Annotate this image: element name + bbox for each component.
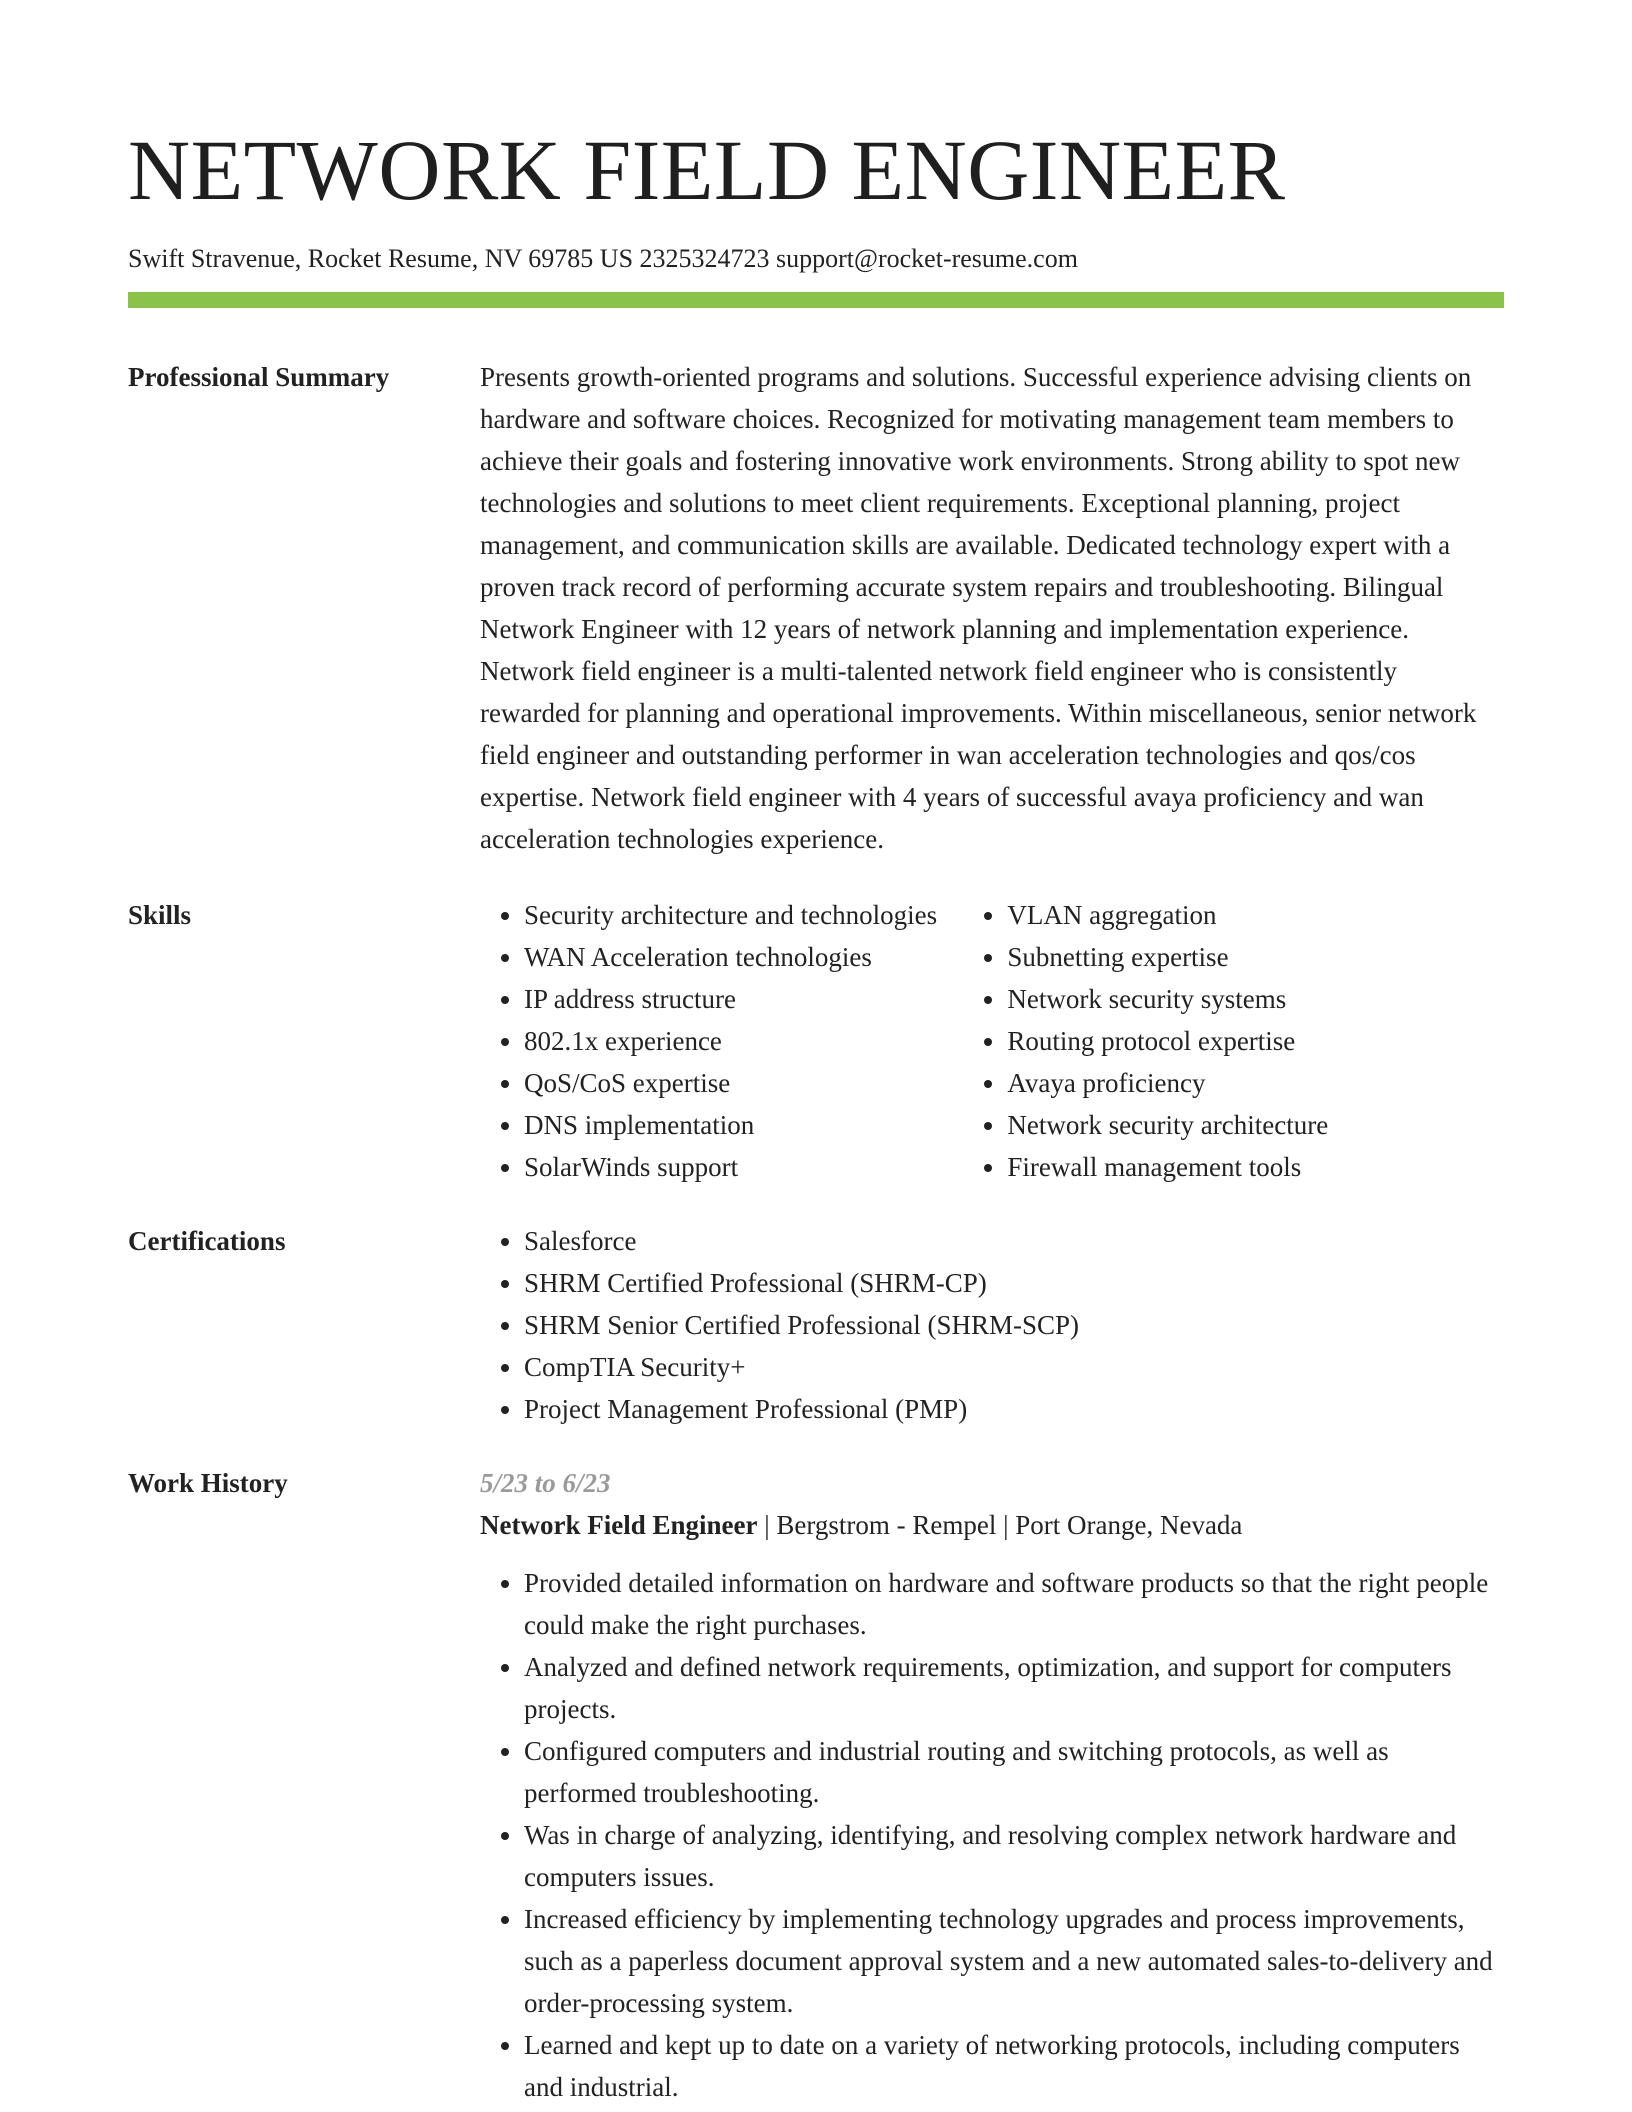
skill-item: • 802.1x experience xyxy=(524,1020,963,1062)
certifications-section xyxy=(128,1220,1504,1430)
job-date: 5/23 to 6/23 xyxy=(480,1468,611,1498)
work-history-section xyxy=(128,1462,1504,2108)
certification-item: • Project Management Professional (PMP) xyxy=(524,1388,1504,1430)
job-entry xyxy=(480,1462,1504,2108)
skill-item: • Subnetting expertise xyxy=(1007,936,1504,978)
skill-item: • Avaya proficiency xyxy=(1007,1062,1504,1104)
responsibility-item: • Configured computers and industrial routing and switching protocols, as well as performed troubleshooting. xyxy=(524,1730,1504,1814)
skills-heading: Skills xyxy=(128,900,192,930)
certifications-list xyxy=(480,1220,1504,1430)
accent-divider xyxy=(128,292,1504,308)
responsibility-item: • Provided detailed information on hardware and software products so that the right people could make the right purchases. xyxy=(524,1562,1504,1646)
skill-item: • Routing protocol expertise xyxy=(1007,1020,1504,1062)
summary-heading: Professional Summary xyxy=(128,362,390,392)
responsibility-item: • Was in charge of analyzing, identifying, and resolving complex network hardware and computers issues. xyxy=(524,1814,1504,1898)
skill-item: • SolarWinds support xyxy=(524,1146,963,1188)
resume-page xyxy=(128,118,1504,2108)
job-responsibilities xyxy=(480,1562,1504,2108)
skill-item: • Network security systems xyxy=(1007,978,1504,1020)
skill-item: • QoS/CoS expertise xyxy=(524,1062,963,1104)
certification-item: • Salesforce xyxy=(524,1220,1504,1262)
responsibility-item: • Increased efficiency by implementing technology upgrades and process improvements, such as a paperless document approval system and a new automated sales-to-delivery and order-processing system. xyxy=(524,1898,1504,2024)
contact-line: Swift Stravenue, Rocket Resume, NV 69785 US 2325324723 support@rocket-resume.com xyxy=(128,244,1078,273)
certification-item: • CompTIA Security+ xyxy=(524,1346,1504,1388)
work-history-heading: Work History xyxy=(128,1468,288,1498)
skill-item: • Firewall management tools xyxy=(1007,1146,1504,1188)
job-employer-location: | Bergstrom - Rempel | Port Orange, Nevada xyxy=(757,1510,1243,1540)
skill-item: • IP address structure xyxy=(524,978,963,1020)
skill-item: • Network security architecture xyxy=(1007,1104,1504,1146)
summary-text: Presents growth-oriented programs and solutions. Successful experience advising clients on hardware and software choices. Recognized for motivating management team members to achieve their goals and fostering innovative work environments. Strong ability to spot new technologies and solutions to meet client requirements. Exceptional planning, project management, and communication skills are available. Dedicated technology expert with a proven track record of performing accurate system repairs and troubleshooting. Bilingual Network Engineer with 12 years of network planning and implementation experience. Network field engineer is a multi-talented network field engineer who is consistently rewarded for planning and operational improvements. Within miscellaneous, senior network field engineer and outstanding performer in wan acceleration technologies and qos/cos expertise. Network field engineer with 4 years of successful avaya proficiency and wan acceleration technologies experience. xyxy=(480,362,1477,854)
skills-columns xyxy=(480,894,1504,1188)
skills-list-left xyxy=(480,894,963,1188)
certification-item: • SHRM Certified Professional (SHRM-CP) xyxy=(524,1262,1504,1304)
skill-item: • DNS implementation xyxy=(524,1104,963,1146)
summary-section xyxy=(128,356,1504,860)
certifications-heading: Certifications xyxy=(128,1226,286,1256)
responsibility-item: • Learned and kept up to date on a variety of networking protocols, including computers and industrial. xyxy=(524,2024,1504,2108)
candidate-name: NETWORK FIELD ENGINEER xyxy=(128,122,1286,218)
responsibility-item: • Analyzed and defined network requirements, optimization, and support for computers projects. xyxy=(524,1646,1504,1730)
skill-item: • VLAN aggregation xyxy=(1007,894,1504,936)
skills-list-right xyxy=(963,894,1504,1188)
skill-item: • Security architecture and technologies xyxy=(524,894,963,936)
certification-item: • SHRM Senior Certified Professional (SHRM-SCP) xyxy=(524,1304,1504,1346)
job-heading xyxy=(480,1504,1504,1546)
skill-item: • WAN Acceleration technologies xyxy=(524,936,963,978)
skills-section xyxy=(128,894,1504,1188)
job-title: Network Field Engineer xyxy=(480,1510,758,1540)
